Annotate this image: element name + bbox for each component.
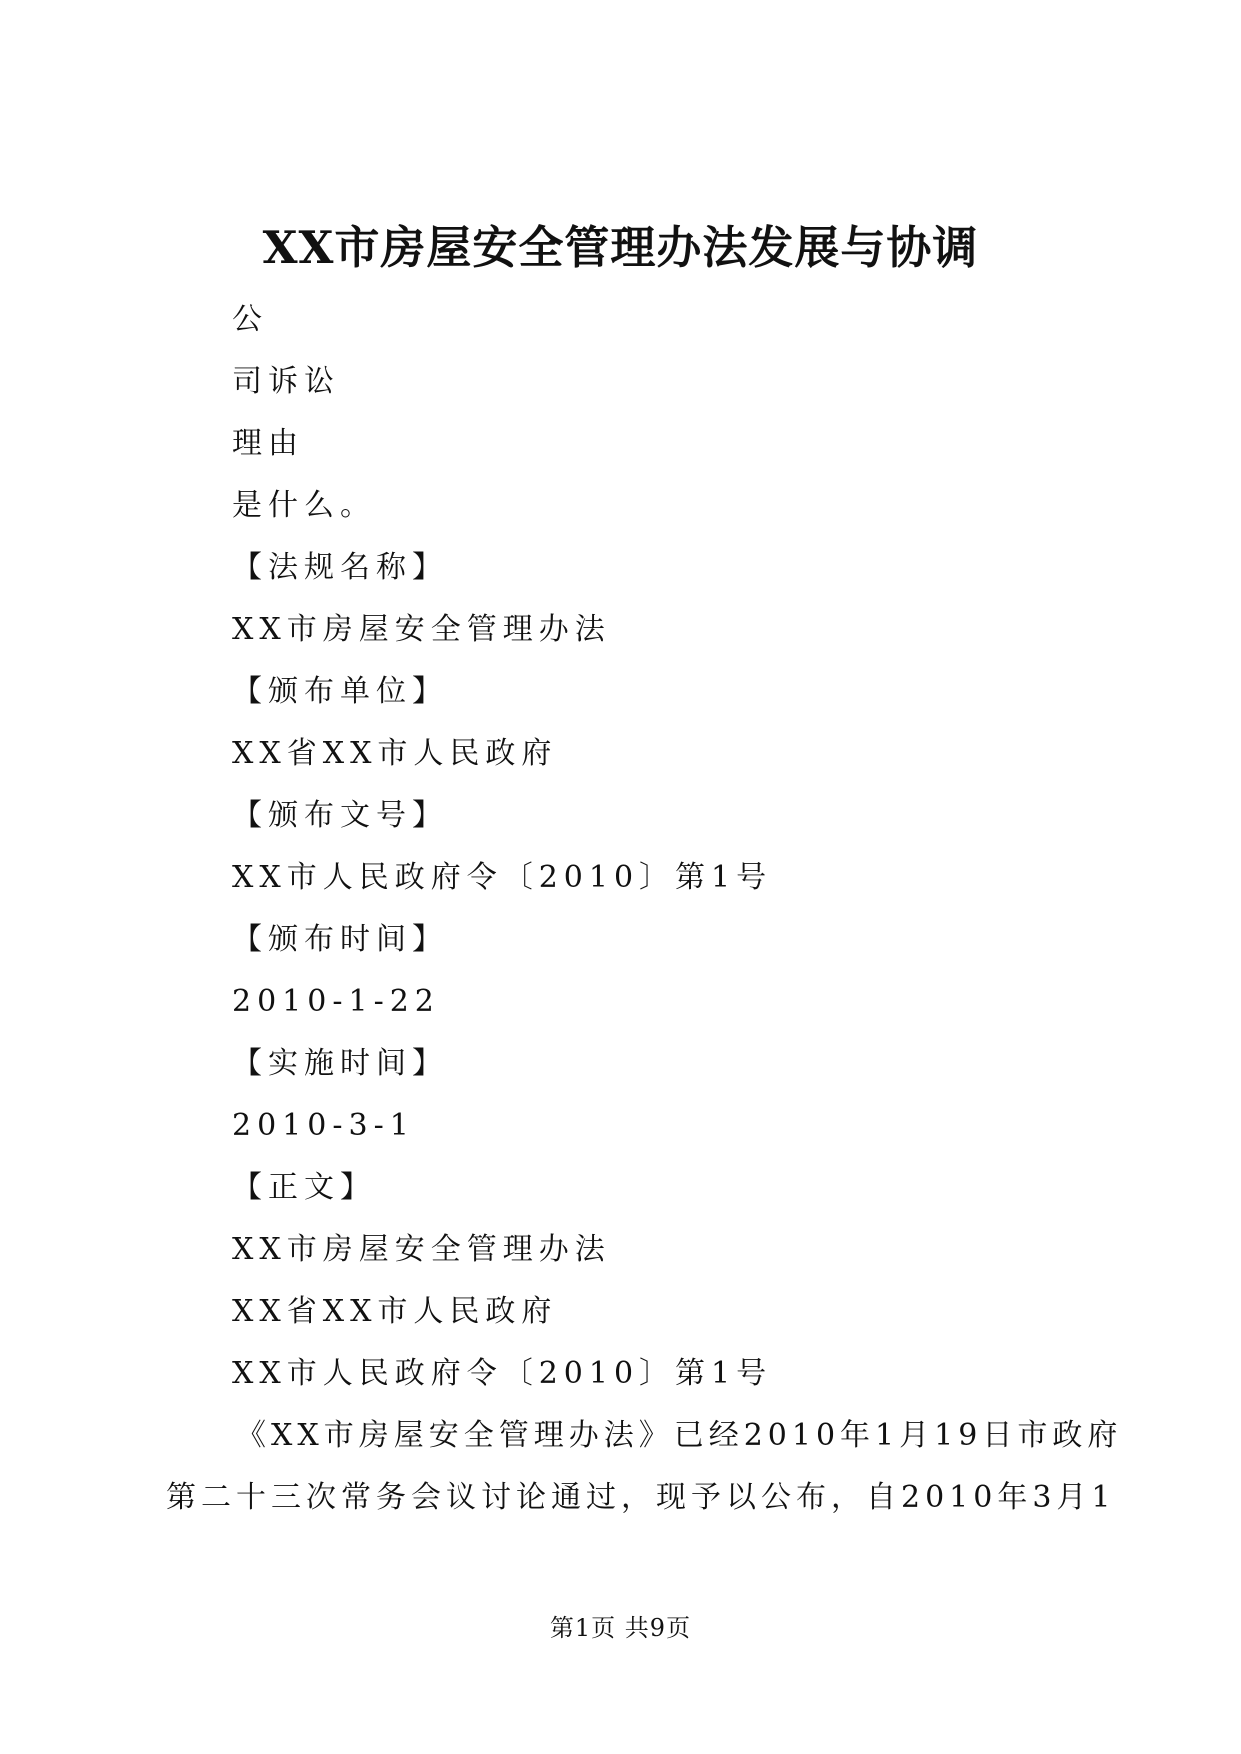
text-line: 理由 [232,426,304,461]
text-line: 2010-1-22 [232,984,440,1019]
paragraph-line: 《XX市房屋安全管理办法》已经2010年1月19日市政府 [236,1418,1123,1453]
text-line: 2010-3-1 [232,1108,415,1143]
text-line: XX省XX市人民政府 [232,736,558,771]
text-line: XX市人民政府令〔2010〕第1号 [232,860,773,895]
text-line: 公 [232,302,268,337]
section-heading: 【颁布单位】 [232,674,448,709]
text-line: 司诉讼 [232,364,340,399]
section-heading: 【实施时间】 [232,1046,448,1081]
text-line: 是什么。 [232,488,376,523]
section-heading: 【颁布文号】 [232,798,448,833]
text-line: XX市房屋安全管理办法 [232,612,611,647]
page-indicator: 第1页 共9页 [549,1614,692,1642]
text-line: XX市房屋安全管理办法 [232,1232,611,1267]
paragraph-line: 第二十三次常务会议讨论通过，现予以公布，自2010年3月1 [166,1480,1116,1515]
text-line: XX市人民政府令〔2010〕第1号 [232,1356,773,1391]
text-line: XX省XX市人民政府 [232,1294,558,1329]
section-heading: 【正文】 [232,1170,376,1205]
section-heading: 【颁布时间】 [232,922,448,957]
document-title: XX市房屋安全管理办法发展与协调 [262,221,979,274]
section-heading: 【法规名称】 [232,550,448,585]
